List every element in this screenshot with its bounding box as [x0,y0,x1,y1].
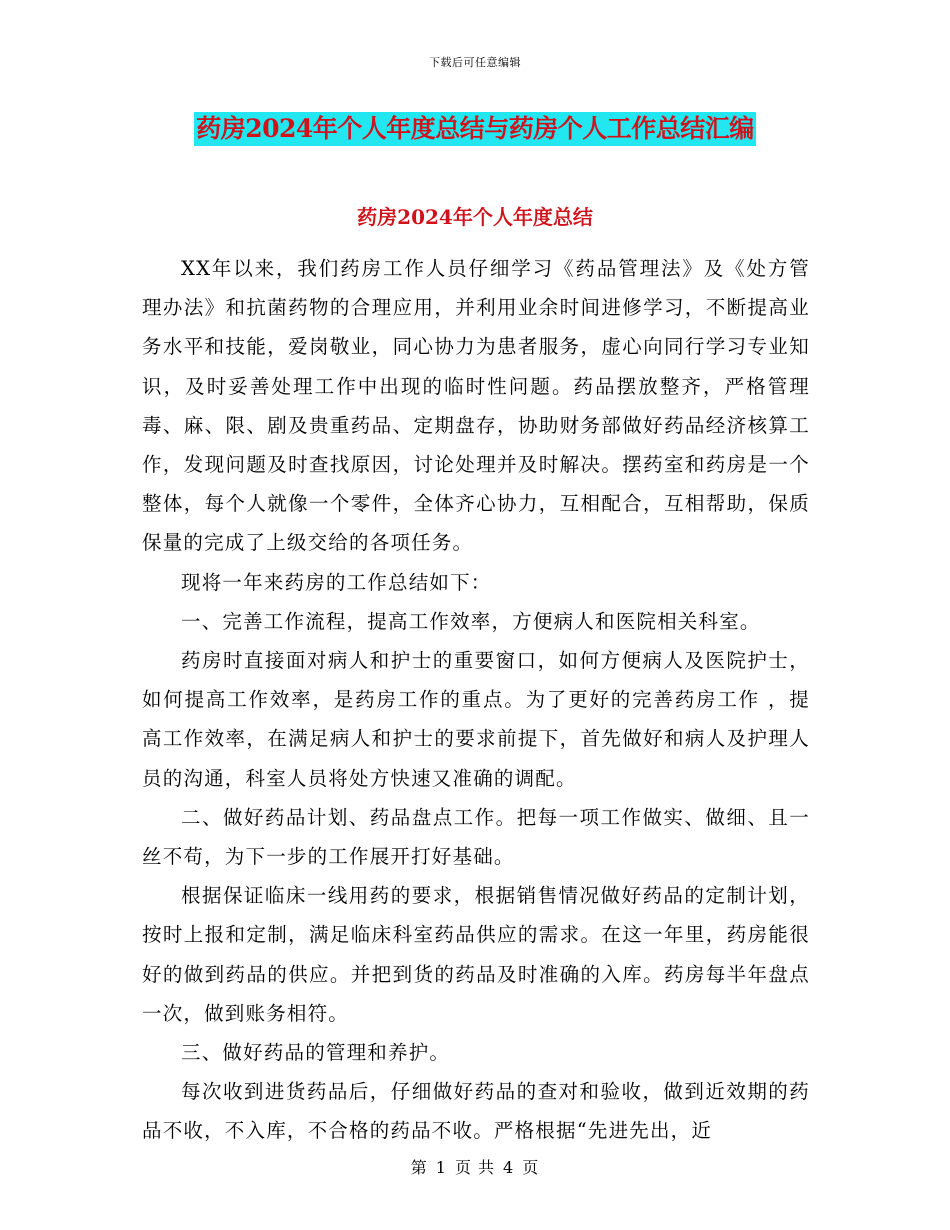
footer-middle: 页 共 [454,1158,496,1177]
header-note: 下载后可任意编辑 [429,56,521,69]
page-footer [0,1155,950,1178]
paragraph: 三、做好药品的管理和养护。 [181,1041,451,1065]
footer-total-pages: 4 [503,1158,515,1177]
section-title: 药房2024年个人年度总结 [357,205,593,229]
footer-suffix: 页 [522,1158,540,1177]
paragraph: 一、完善工作流程，提高工作效率，方便病人和医院相关科室。 [181,609,761,633]
body-text [142,249,810,1151]
paragraph: 根据保证临床一线用药的要求，根据销售情况做好药品的定制计划，按时上报和定制，满足临床科室药品供应的需求。在这一年里，药房能很好的做到药品的供应。并把到货的药品及时准确的入库。药房每半年盘点一次，做到账务相符。 [142,884,810,1025]
paragraph: 药房时直接面对病人和护士的重要窗口，如何方便病人及医院护士，如何提高工作效率，是药房工作的重点。为了更好的完善药房工作 ，提高工作效率，在满足病人和护士的要求前提下，首先做好和病人及护理人员的沟通，科室人员将处方快速又准确的调配。 [142,649,810,790]
footer-prefix: 第 [410,1158,428,1177]
footer-page-number: 1 [435,1158,447,1177]
paragraph: 每次收到进货药品后，仔细做好药品的查对和验收，做到近效期的药品不收，不入库，不合格的药品不收。严格根据“先进先出，近 [142,1080,810,1143]
paragraph: XX年以来，我们药房工作人员仔细学习《药品管理法》及《处方管理办法》和抗菌药物的合理应用，并利用业余时间进修学习，不断提高业务水平和技能，爱岗敬业，同心协力为患者服务，虚心向同行学习专业知识，及时妥善处理工作中出现的临时性问题。药品摆放整齐，严格管理毒、麻、限、剧及贵重药品、定期盘存，协助财务部做好药品经济核算工作，发现问题及时查找原因，讨论处理并及时解决。摆药室和药房是一个整体，每个人就像一个零件，全体齐心协力，互相配合，互相帮助，保质保量的完成了上级交给的各项任务。 [142,257,810,555]
main-title: 药房2024年个人年度总结与药房个人工作总结汇编 [194,112,756,146]
main-title-wrap [0,112,950,146]
paragraph: 二、做好药品计划、药品盘点工作。把每一项工作做实、做细、且一丝不苟，为下一步的工作展开打好基础。 [142,805,810,869]
paragraph: 现将一年来药房的工作总结如下： [181,570,492,594]
